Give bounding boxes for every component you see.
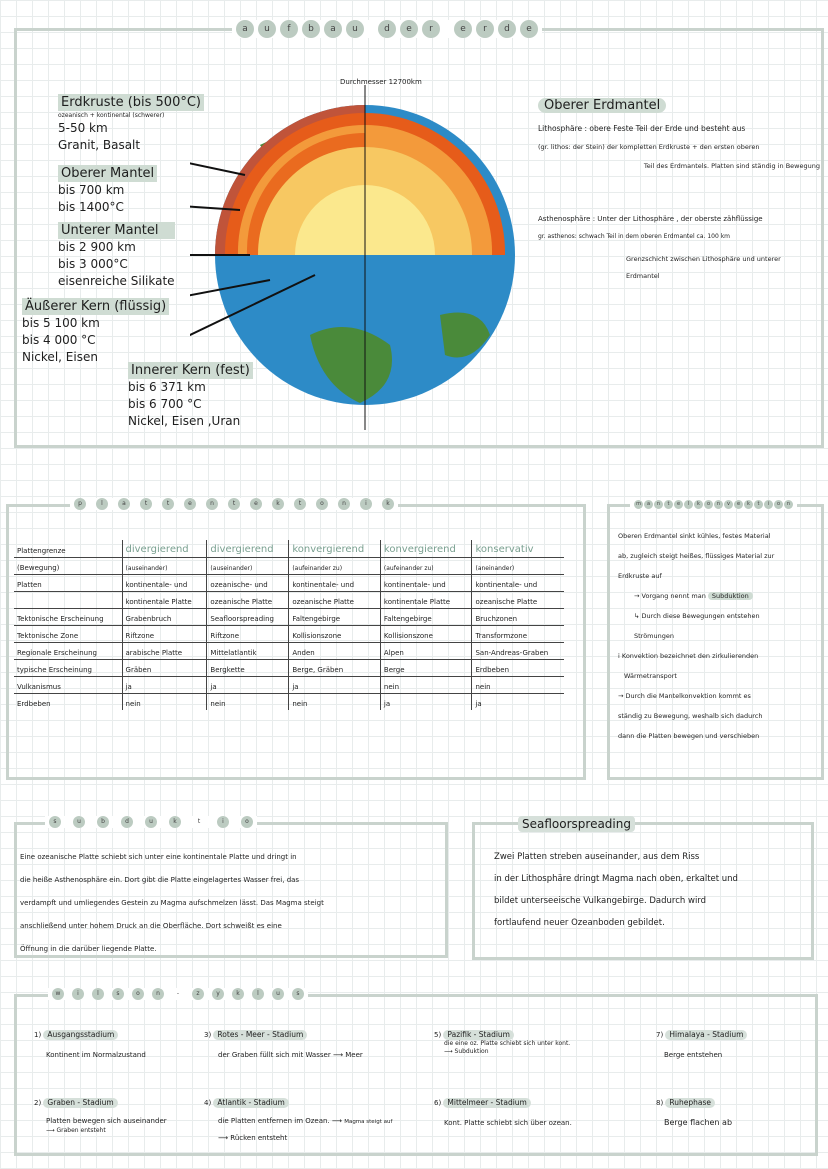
lower-material: eisenreiche Silikate xyxy=(58,274,175,288)
arrow-icon: → xyxy=(618,692,626,700)
inner-depth: bis 6 371 km xyxy=(128,380,206,394)
crust-thickness: 5-50 km xyxy=(58,121,108,135)
outer-core-block xyxy=(22,298,169,366)
lower-temp: bis 3 000°C xyxy=(58,257,128,271)
lower-mantle-block xyxy=(58,222,175,290)
inner-core-block xyxy=(128,362,253,430)
wilson-stage-7: 7) Himalaya - Stadium Berge entstehen xyxy=(656,1030,747,1060)
astheno-line-4: Erdmantel xyxy=(626,272,660,280)
lower-depth: bis 2 900 km xyxy=(58,240,136,254)
upper-mantle-block xyxy=(58,165,157,216)
table-row: Vulkanismus ja ja ja nein nein xyxy=(14,676,564,693)
arrow-icon: ↳ xyxy=(634,612,642,620)
upper-temp: bis 1400°C xyxy=(58,200,124,214)
table-row: typische Erscheinung Gräben Bergkette Berge, Gräben Berge Erdbeben xyxy=(14,659,564,676)
arrow-icon: ⟶ xyxy=(331,1117,342,1125)
table-row: (Bewegung) (auseinander) (auseinander) (aufeinander zu) (aufeinander zu) (aneinander) xyxy=(14,557,564,574)
mantelkonvektion-title: m a n t e l k o n v e k t i o n xyxy=(630,500,797,509)
table-row: Regionale Erscheinung arabische Platte Mittelatlantik Anden Alpen San-Andreas-Graben xyxy=(14,642,564,659)
wilson-stage-4: 4) Atlantik - Stadium die Platten entfernen im Ozean. ⟶ Magma steigt auf ⟶ Rücken entsteht xyxy=(204,1098,393,1142)
wilson-stage-2: 2) Graben - Stadium Platten bewegen sich auseinander ⟶ Graben entsteht xyxy=(34,1098,167,1134)
table-row: Plattengrenze divergierend divergierend konvergierend konvergierend konservativ xyxy=(14,540,564,557)
table-row: Erdbeben nein nein nein ja ja xyxy=(14,693,564,710)
seafloor-text: Zwei Platten streben auseinander, aus dem Riss in der Lithosphäre dringt Magma nach oben, erkaltet und bildet unterseeische Vulkangebirge. Dadurch wird fortlaufend neuer Ozeanboden gebildet. xyxy=(494,852,738,928)
info-icon: i xyxy=(618,652,622,660)
crust-title: Erdkruste (bis 500°C) xyxy=(58,94,204,111)
crust-block xyxy=(58,94,204,154)
seafloor-title: Seafloorspreading xyxy=(518,816,635,832)
pointer-crust xyxy=(190,157,245,175)
crust-sub: ozeanisch + kontinental (schwerer) xyxy=(58,112,165,119)
inner-title: Innerer Kern (fest) xyxy=(128,362,253,379)
lower-title: Unterer Mantel xyxy=(58,222,175,239)
crust-rocks: Granit, Basalt xyxy=(58,138,141,152)
inner-temp: bis 6 700 °C xyxy=(128,397,202,411)
wilson-stage-3: 3) Rotes - Meer - Stadium der Graben füllt sich mit Wasser ⟶ Meer xyxy=(204,1030,363,1059)
oberer-erdmantel-notes xyxy=(538,94,820,282)
wilson-stage-5: 5) Pazifik - Stadium die eine oz. Platte schiebt sich unter kont. ⟶ Subduktion xyxy=(434,1030,571,1055)
arrow-icon: → xyxy=(634,592,642,600)
table-row: Platten kontinentale- und ozeanische- und kontinentale- und kontinentale- und kontinentale- und xyxy=(14,574,564,591)
wilson-stage-8: 8) Ruhephase Berge flachen ab xyxy=(656,1098,733,1127)
upper-depth: bis 700 km xyxy=(58,183,125,197)
wilson-stage-1: 1) Ausgangsstadium Kontinent im Normalzustand xyxy=(34,1030,146,1059)
litho-line-1: Lithosphäre : obere Feste Teil der Erde und besteht aus xyxy=(538,124,746,133)
inner-material: Nickel, Eisen ,Uran xyxy=(128,414,241,428)
aufbau-title: a u f b a u d e r e r d e xyxy=(232,20,542,38)
wilson-title: w i l s o n - z y k l u s xyxy=(48,988,308,1000)
astheno-line-3: Grenzschicht zwischen Lithosphäre und unterer xyxy=(626,255,781,263)
litho-line-3: Teil des Erdmantels. Platten sind ständig in Bewegung xyxy=(643,162,820,170)
table-row: Tektonische Zone Riftzone Riftzone Kollisionszone Kollisionszone Transformzone xyxy=(14,625,564,642)
upper-title: Oberer Mantel xyxy=(58,165,157,182)
subduktion-text: Eine ozeanische Platte schiebt sich unter eine kontinentale Platte und dringt in die heiße Asthenosphäre ein. Dort gibt die Platte eingelagertes Wasser frei, das verdampft und umliegendes Gestein zu Magma aufschmelzen lässt. Das Magma steigt anschließend unter hohem Druck an die Oberfläche. Dort schweißt es eine Öffnung in die darüber liegende Platte. xyxy=(20,853,324,953)
table-row: Tektonische Erscheinung Grabenbruch Seafloorspreading Faltengebirge Faltengebirge Bruchzonen xyxy=(14,608,564,625)
arrow-icon: ⟶ xyxy=(218,1134,231,1142)
diameter-label: Durchmesser 12700km xyxy=(340,78,422,86)
astheno-line-2: gr. asthenos: schwach Teil in dem oberen Erdmantel ca. 100 km xyxy=(538,233,731,240)
plattentektonik-title: p l a t t e n t e k t o n i k xyxy=(70,498,398,510)
mantelkonvektion-text: Oberen Erdmantel sinkt kühles, festes Material ab, zugleich steigt heißes, flüssiges Material zur Erdkruste auf → Vorgang nennt man Subduktion ↳ Durch diese Bewegungen entstehen Strömungen i Konvektion bezeichnet den zirkulierenden Wärmetransport → Durch die Mantelkonvektion kommt es ständig zu Bewegung, weshalb sich dadurch dann die Platten bewegen und verschieben xyxy=(618,532,775,740)
om-title: Oberer Erdmantel xyxy=(538,98,666,113)
litho-line-2: (gr. lithos: der Stein) der kompletten Erdkruste + den ersten oberen xyxy=(538,143,760,151)
outer-temp: bis 4 000 °C xyxy=(22,333,96,347)
arrow-icon: ⟶ xyxy=(444,1048,455,1055)
wilson-stage-6: 6) Mittelmeer - Stadium Kont. Platte schiebt sich über ozean. xyxy=(434,1098,572,1127)
platten-table xyxy=(14,540,564,710)
arrow-icon: ⟶ xyxy=(332,1051,343,1059)
arrow-icon: ⟶ xyxy=(46,1127,57,1134)
subduktion-title: s u b d u k t i o xyxy=(45,816,257,828)
outer-title: Äußerer Kern (flüssig) xyxy=(22,298,169,315)
astheno-line-1: Asthenosphäre : Unter der Lithosphäre , der oberste zähflüssige xyxy=(538,215,763,223)
table-row: kontinentale Platte ozeanische Platte ozeanische Platte kontinentale Platte ozeanische Platte xyxy=(14,591,564,608)
outer-material: Nickel, Eisen xyxy=(22,350,98,364)
outer-depth: bis 5 100 km xyxy=(22,316,100,330)
